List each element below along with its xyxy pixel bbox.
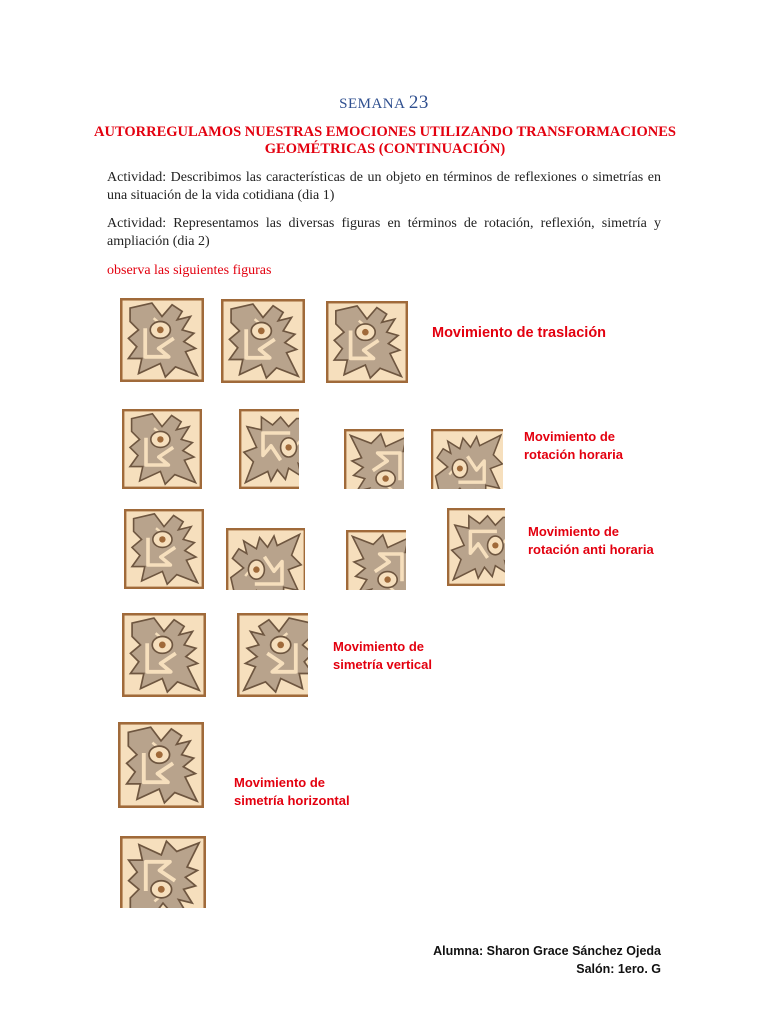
classroom: Salón: 1ero. G [576,962,661,976]
week-heading [0,92,768,114]
figure-traslacion-1 [120,296,204,384]
label-simetria-horizontal-line2: simetría horizontal [234,793,350,808]
figure-rot-anti-4 [427,508,505,590]
figure-sim-horizontal-2 [120,822,206,908]
label-simetria-horizontal-line1: Movimiento de [234,775,326,790]
figure-rot-horaria-2 [219,409,299,489]
figure-sim-vertical-2 [222,613,308,697]
label-rotacion-horaria [524,428,623,464]
observe-caption: observa las siguientes figuras [107,263,272,278]
figure-rot-anti-2 [225,508,305,590]
activity-2: Actividad: Representamos las diversas figuras en términos de rotación, reflexión, simetría y ampliación (dia 2) [107,216,661,249]
figure-sim-vertical-1 [120,613,208,697]
page-title: AUTORREGULAMOS NUESTRAS EMOCIONES UTILIZANDO TRANSFORMACIONES GEOMÉTRICAS (CONTINUACIÓN) [94,124,676,157]
activity-1: Actividad: Describimos las características de un objeto en términos de reflexiones o simetrías en una situación de la vida cotidiana (dia 1) [107,170,661,203]
label-simetria-horizontal [234,774,350,810]
label-rotacion-anti-line2: rotación anti horaria [528,542,654,557]
figure-rot-horaria-1 [122,409,202,489]
label-simetria-vertical-line1: Movimiento de [333,639,425,654]
figure-rot-horaria-4 [427,405,503,489]
student-name: Alumna: Sharon Grace Sánchez Ojeda [433,944,661,958]
figure-traslacion-2 [221,298,305,384]
figure-rot-anti-1 [124,508,204,590]
label-rotacion-anti-line1: Movimiento de [528,524,620,539]
figure-rot-horaria-3 [324,409,404,489]
figure-rot-anti-3 [326,510,406,590]
figure-traslacion-3 [326,300,408,384]
label-traslacion: Movimiento de traslación [432,325,607,341]
label-simetria-vertical-line2: simetría vertical [333,657,433,672]
label-simetria-vertical [333,638,432,674]
label-rotacion-horaria-line2: rotación horaria [524,447,623,462]
week-label: SEMANA [339,96,405,112]
label-rotacion-horaria-line1: Movimiento de [524,429,616,444]
label-rotacion-anti [528,523,654,559]
week-number: 23 [408,92,429,113]
figure-sim-horizontal-1 [114,722,208,808]
